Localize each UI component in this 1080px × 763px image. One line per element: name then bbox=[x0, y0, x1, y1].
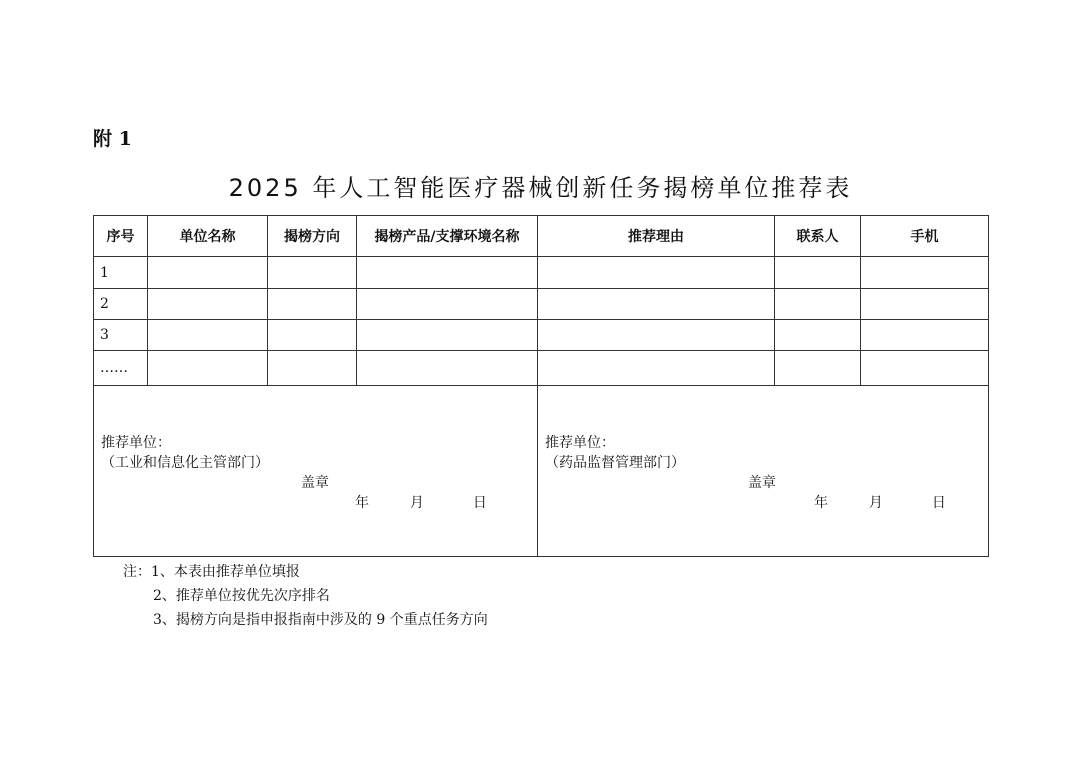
cell-product[interactable] bbox=[357, 257, 538, 289]
date-line bbox=[355, 492, 487, 512]
row-seq: 3 bbox=[94, 320, 148, 351]
col-header-contact: 联系人 bbox=[775, 216, 861, 257]
year-label: 年 bbox=[355, 495, 369, 511]
note-1: 注：1、本表由推荐单位填报 bbox=[123, 564, 300, 580]
cell-unit-name[interactable] bbox=[148, 351, 268, 386]
page-title: 2025 年人工智能医疗器械创新任务揭榜单位推荐表 bbox=[228, 174, 853, 202]
signature-box-left bbox=[94, 386, 538, 557]
cell-phone[interactable] bbox=[861, 257, 989, 289]
table-row bbox=[94, 289, 989, 320]
table-row bbox=[94, 320, 989, 351]
date-line bbox=[814, 492, 946, 512]
cell-contact[interactable] bbox=[775, 257, 861, 289]
cell-contact[interactable] bbox=[775, 351, 861, 386]
row-seq: …… bbox=[94, 351, 148, 386]
cell-direction[interactable] bbox=[268, 351, 357, 386]
cell-direction[interactable] bbox=[268, 257, 357, 289]
cell-phone[interactable] bbox=[861, 351, 989, 386]
cell-product[interactable] bbox=[357, 351, 538, 386]
cell-unit-name[interactable] bbox=[148, 289, 268, 320]
col-header-product: 揭榜产品/支撑环境名称 bbox=[357, 216, 538, 257]
col-header-reason: 推荐理由 bbox=[538, 216, 775, 257]
cell-reason[interactable] bbox=[538, 320, 775, 351]
cell-reason[interactable] bbox=[538, 351, 775, 386]
day-label: 日 bbox=[472, 495, 487, 511]
cell-contact[interactable] bbox=[775, 320, 861, 351]
col-header-phone: 手机 bbox=[861, 216, 989, 257]
month-label: 月 bbox=[409, 495, 424, 511]
day-label: 日 bbox=[931, 495, 946, 511]
signature-row bbox=[94, 386, 989, 557]
cell-product[interactable] bbox=[357, 320, 538, 351]
cell-reason[interactable] bbox=[538, 257, 775, 289]
cell-reason[interactable] bbox=[538, 289, 775, 320]
col-header-seq: 序号 bbox=[94, 216, 148, 257]
note-2: 2、推荐单位按优先次序排名 bbox=[153, 588, 330, 604]
cell-unit-name[interactable] bbox=[148, 320, 268, 351]
col-header-unit-name: 单位名称 bbox=[148, 216, 268, 257]
cell-phone[interactable] bbox=[861, 289, 989, 320]
cell-unit-name[interactable] bbox=[148, 257, 268, 289]
col-header-direction: 揭榜方向 bbox=[268, 216, 357, 257]
notes bbox=[123, 560, 488, 632]
cell-direction[interactable] bbox=[268, 289, 357, 320]
seal-label: 盖章 bbox=[301, 475, 329, 491]
annex-label: 附 1 bbox=[93, 128, 132, 150]
recommender-dept: （药品监督管理部门） bbox=[545, 455, 685, 471]
row-seq: 1 bbox=[94, 257, 148, 289]
recommender-label: 推荐单位： bbox=[545, 435, 615, 451]
row-seq: 2 bbox=[94, 289, 148, 320]
signature-box-right bbox=[538, 386, 989, 557]
seal-label: 盖章 bbox=[748, 475, 776, 491]
cell-contact[interactable] bbox=[775, 289, 861, 320]
recommender-dept: （工业和信息化主管部门） bbox=[101, 455, 269, 471]
cell-direction[interactable] bbox=[268, 320, 357, 351]
cell-phone[interactable] bbox=[861, 320, 989, 351]
recommendation-table bbox=[93, 215, 989, 557]
cell-product[interactable] bbox=[357, 289, 538, 320]
table-row bbox=[94, 257, 989, 289]
table-row bbox=[94, 351, 989, 386]
header-row bbox=[94, 216, 989, 257]
recommender-label: 推荐单位： bbox=[101, 435, 171, 451]
month-label: 月 bbox=[868, 495, 883, 511]
note-3: 3、揭榜方向是指申报指南中涉及的 9 个重点任务方向 bbox=[153, 612, 488, 628]
year-label: 年 bbox=[814, 495, 828, 511]
